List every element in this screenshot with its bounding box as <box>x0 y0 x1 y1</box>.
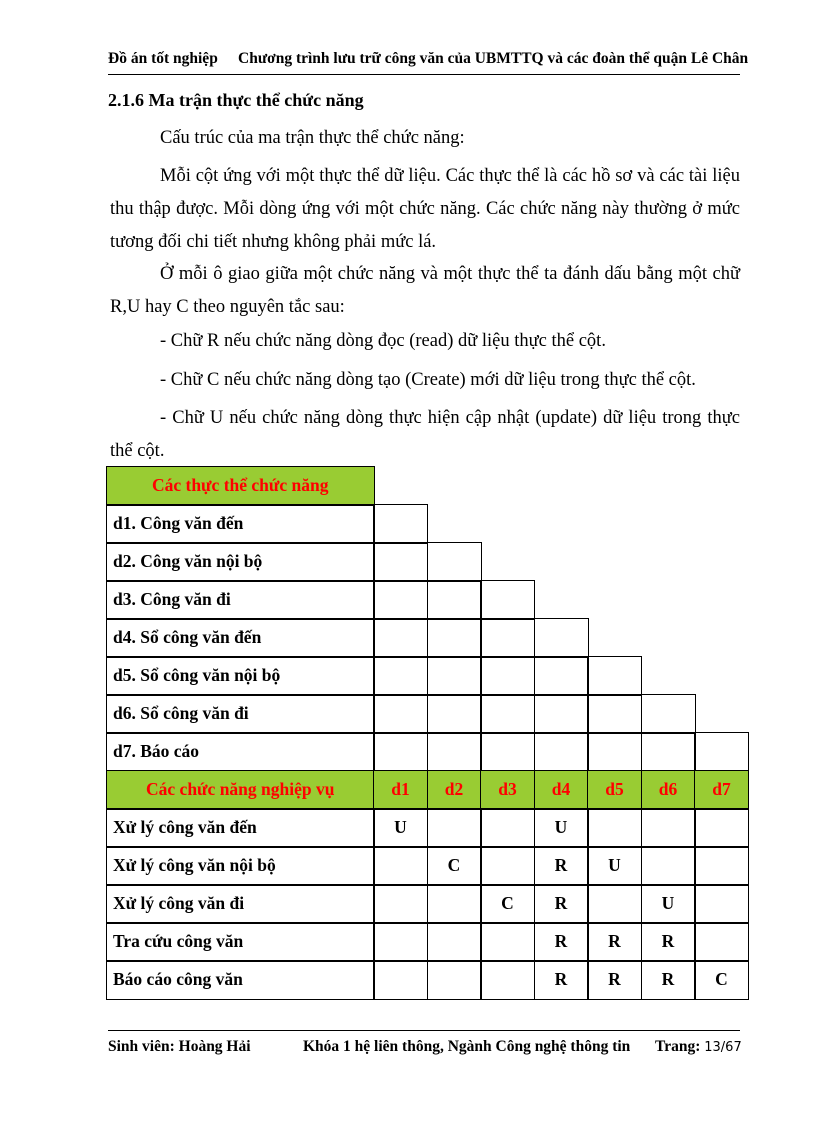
paragraph-2: Mỗi cột ứng với một thực thể dữ liệu. Các thực thể là các hồ sơ và các tài liệu thu thập được. Mỗi dòng ứng với một chức năng. Các chức năng này thường ở mức tương đối chi tiết nhưng không phải mức lá. <box>110 166 740 252</box>
footer-divider <box>108 1030 740 1031</box>
entity-stair-cell <box>587 732 642 772</box>
function-verb: Xử lý <box>113 855 155 876</box>
matrix-cell <box>427 922 482 962</box>
matrix-cell: R <box>587 922 642 962</box>
entity-stair-cell <box>373 732 428 772</box>
matrix-cell: C <box>427 846 482 886</box>
matrix-cell <box>694 884 749 924</box>
function-object: Báo cáo công văn <box>113 969 243 990</box>
entity-stair-cell <box>373 618 428 658</box>
matrix-cell: U <box>587 846 642 886</box>
function-object: công văn nội bộ <box>154 855 276 876</box>
matrix-cell <box>427 808 482 848</box>
matrix-cell: R <box>641 922 696 962</box>
paragraph-rule-u: - Chữ U nếu chức năng dòng thực hiện cập nhật (update) dữ liệu trong thực thể cột. <box>110 408 740 461</box>
matrix-cell <box>480 922 535 962</box>
entity-stair-cell <box>373 542 428 582</box>
matrix-cell <box>480 960 535 1000</box>
entity-row-label: d3. Công văn đi <box>106 580 375 620</box>
footer-course: Khóa 1 hệ liên thông, Ngành Công nghệ thông tin <box>303 1038 631 1055</box>
matrix-cell <box>694 846 749 886</box>
matrix-cell: U <box>641 884 696 924</box>
entity-stair-cell <box>373 694 428 734</box>
column-header-d5: d5 <box>587 770 642 810</box>
section-title: 2.1.6 Ma trận thực thể chức năng <box>108 90 364 110</box>
column-header-d3: d3 <box>480 770 535 810</box>
entity-stair-cell <box>427 694 482 734</box>
matrix-cell: R <box>534 884 589 924</box>
matrix-cell <box>373 922 428 962</box>
paragraph-3: Ở mỗi ô giao giữa một chức năng và một thực thể ta đánh dấu bằng một chữ R,U hay C theo nguyên tắc sau: <box>110 264 740 317</box>
entity-row-label: d7. Báo cáo <box>106 732 375 772</box>
function-row-label <box>106 846 375 886</box>
function-object: công văn đi <box>154 893 245 914</box>
matrix-cell: R <box>587 960 642 1000</box>
paragraph-rule-c: - Chữ C nếu chức năng dòng tạo (Create) mới dữ liệu trong thực thể cột. <box>160 370 696 390</box>
entity-stair-cell <box>373 580 428 620</box>
entity-stair-cell <box>480 732 535 772</box>
paragraph-rule-r: - Chữ R nếu chức năng dòng đọc (read) dữ liệu thực thể cột. <box>160 331 606 351</box>
footer-page-label: Trang <box>655 1038 696 1055</box>
matrix-cell: U <box>373 808 428 848</box>
matrix-cell <box>694 808 749 848</box>
matrix-cell: R <box>534 846 589 886</box>
matrix-cell: U <box>534 808 589 848</box>
entity-stair-cell <box>480 618 535 658</box>
entity-stair-cell <box>534 656 589 696</box>
matrix-cell <box>641 846 696 886</box>
column-header-d6: d6 <box>641 770 696 810</box>
matrix-cell <box>373 884 428 924</box>
page-footer <box>108 1038 740 1060</box>
column-header-d1: d1 <box>373 770 428 810</box>
entity-stair-cell <box>534 618 589 658</box>
entity-row-label: d5. Sổ công văn nội bộ <box>106 656 375 696</box>
matrix-cell: R <box>534 960 589 1000</box>
footer-student: Sinh viên: Hoàng Hải <box>108 1038 251 1055</box>
column-header-d7: d7 <box>694 770 749 810</box>
entity-row-label: d1. Công văn đến <box>106 504 375 544</box>
function-row-label <box>106 922 375 962</box>
footer-page: Trang: 13/67 <box>655 1038 742 1055</box>
function-object: công văn đến <box>154 817 257 838</box>
function-verb: Xử lý <box>113 893 155 914</box>
matrix-cell: C <box>694 960 749 1000</box>
entity-stair-cell <box>373 656 428 696</box>
entity-stair-cell <box>480 656 535 696</box>
entities-header: Các thực thể chức năng <box>106 466 375 506</box>
entity-row-label: d4. Sổ công văn đến <box>106 618 375 658</box>
entity-stair-cell <box>427 580 482 620</box>
column-header-d4: d4 <box>534 770 589 810</box>
entity-stair-cell <box>534 694 589 734</box>
entity-stair-cell <box>480 694 535 734</box>
matrix-cell <box>587 884 642 924</box>
paragraph-1: Cấu trúc của ma trận thực thể chức năng: <box>160 128 465 148</box>
entity-stair-cell <box>480 580 535 620</box>
entity-stair-cell <box>641 732 696 772</box>
matrix-cell <box>480 846 535 886</box>
header-left: Đồ án tốt nghiệp <box>108 50 218 67</box>
matrix-cell <box>373 846 428 886</box>
matrix-cell <box>373 960 428 1000</box>
column-header-d2: d2 <box>427 770 482 810</box>
matrix-cell <box>480 808 535 848</box>
entity-stair-cell <box>427 542 482 582</box>
function-row-label <box>106 960 375 1000</box>
matrix-cell: R <box>534 922 589 962</box>
entity-stair-cell <box>373 504 428 544</box>
entity-row-label: d6. Sổ công văn đi <box>106 694 375 734</box>
entity-row-label: d2. Công văn nội bộ <box>106 542 375 582</box>
entity-stair-cell <box>427 656 482 696</box>
function-object: Tra cứu công văn <box>113 931 244 952</box>
matrix-cell <box>427 884 482 924</box>
matrix-cell <box>587 808 642 848</box>
matrix-cell <box>694 922 749 962</box>
matrix-cell: C <box>480 884 535 924</box>
matrix-cell <box>427 960 482 1000</box>
entity-stair-cell <box>587 694 642 734</box>
matrix-cell: R <box>641 960 696 1000</box>
entity-stair-cell <box>427 732 482 772</box>
header-right: Chương trình lưu trữ công văn của UBMTTQ và các đoàn thể quận Lê Chân <box>238 50 749 67</box>
entity-stair-cell <box>694 732 749 772</box>
entity-stair-cell <box>641 694 696 734</box>
function-verb: Xử lý <box>113 817 155 838</box>
entity-stair-cell <box>534 732 589 772</box>
function-row-label <box>106 808 375 848</box>
function-row-label <box>106 884 375 924</box>
entity-stair-cell <box>427 618 482 658</box>
footer-page-number: 13/67 <box>704 1040 742 1055</box>
entity-stair-cell <box>587 656 642 696</box>
matrix-cell <box>641 808 696 848</box>
functions-header: Các chức năng nghiệp vụ <box>106 770 375 810</box>
